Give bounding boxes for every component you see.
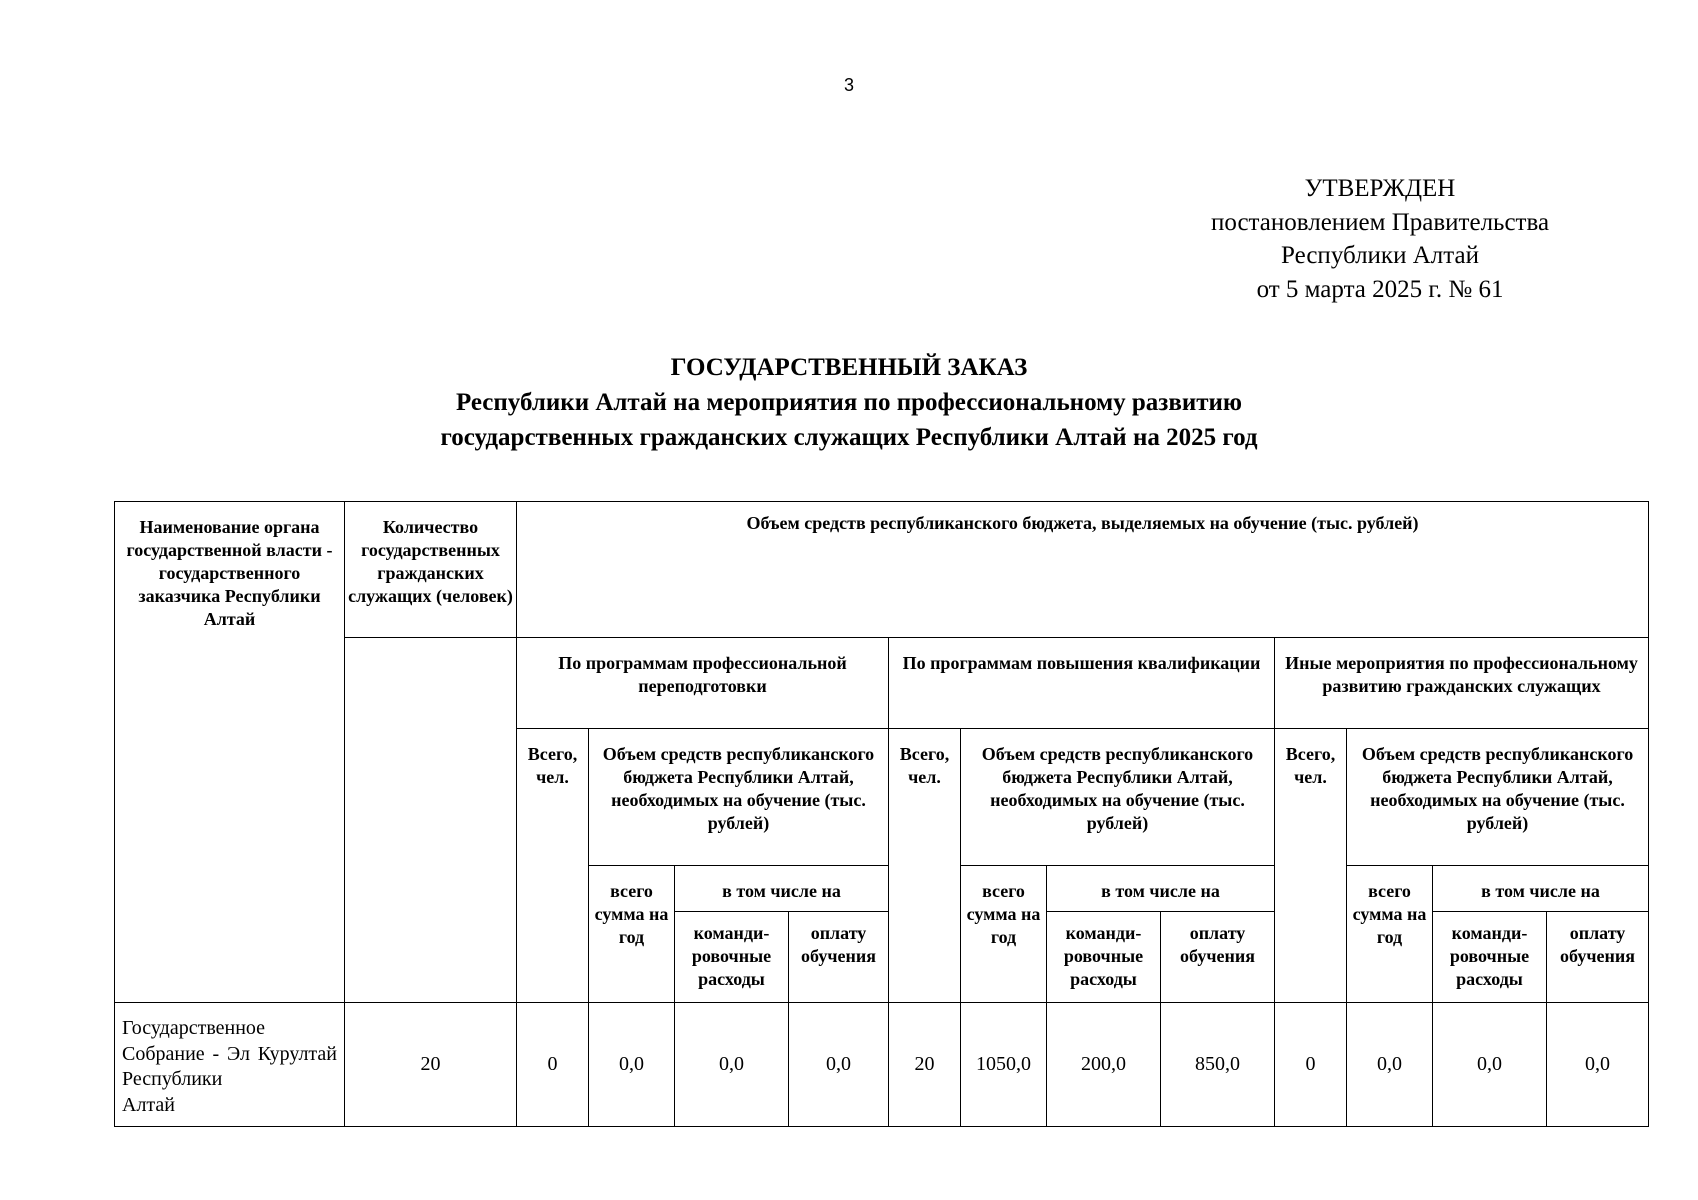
cell-g1-tuition: 0,0 xyxy=(789,1003,889,1127)
header-g3-year-total: всего сумма на год xyxy=(1347,866,1433,1003)
header-g2-year-total: всего сумма на год xyxy=(961,866,1047,1003)
approval-line-date: от 5 марта 2025 г. № 61 xyxy=(1256,275,1504,303)
cell-org-name xyxy=(115,1003,345,1127)
header-g2-funds: Объем средств республиканского бюджета Республики Алтай, необходимых на обучение (тыс. рублей) xyxy=(961,729,1275,866)
header-g2-total-people: Всего, чел. xyxy=(889,729,961,1003)
org-name-text: Государственное Собрание - Эл Курултай Республики xyxy=(122,1017,337,1090)
title-line-2: Республики Алтай на мероприятия по профессиональному развитию xyxy=(455,389,1243,416)
header-group-retraining: По программам профессиональной переподготовки xyxy=(517,638,889,729)
header-g2-travel: команди-ровочные расходы xyxy=(1047,912,1161,1003)
cell-g1-travel: 0,0 xyxy=(675,1003,789,1127)
cell-g2-tuition: 850,0 xyxy=(1161,1003,1275,1127)
header-g3-including: в том числе на xyxy=(1433,866,1649,912)
cell-g3-travel: 0,0 xyxy=(1433,1003,1547,1127)
header-count-blank xyxy=(345,638,517,1003)
document-title xyxy=(0,350,1698,455)
header-org-name: Наименование органа государственной власти - государственного заказчика Республики Алтай xyxy=(115,502,345,1003)
header-group-other: Иные мероприятия по профессиональному развитию гражданских служащих xyxy=(1275,638,1649,729)
org-name-last-line: Алтай xyxy=(122,1093,175,1116)
cell-g3-total: 0,0 xyxy=(1347,1003,1433,1127)
header-group-qualification: По программам повышения квалификации xyxy=(889,638,1275,729)
header-g3-travel: команди-ровочные расходы xyxy=(1433,912,1547,1003)
header-g2-including: в том числе на xyxy=(1047,866,1275,912)
cell-g1-people: 0 xyxy=(517,1003,589,1127)
cell-g1-total: 0,0 xyxy=(589,1003,675,1127)
header-g1-including: в том числе на xyxy=(675,866,889,912)
cell-g2-total: 1050,0 xyxy=(961,1003,1047,1127)
header-g3-total-people: Всего, чел. xyxy=(1275,729,1347,1003)
cell-g3-tuition: 0,0 xyxy=(1547,1003,1649,1127)
title-line-3: государственных гражданских служащих Республики Алтай на 2025 год xyxy=(440,424,1258,451)
table-row xyxy=(115,1003,1649,1127)
header-g1-travel: команди-ровочные расходы xyxy=(675,912,789,1003)
state-order-table xyxy=(114,501,1649,1127)
header-g3-funds: Объем средств республиканского бюджета Республики Алтай, необходимых на обучение (тыс. рублей) xyxy=(1347,729,1649,866)
header-g1-tuition: оплату обучения xyxy=(789,912,889,1003)
header-g1-funds: Объем средств республиканского бюджета Республики Алтай, необходимых на обучение (тыс. рублей) xyxy=(589,729,889,866)
header-employee-count: Количество государственных гражданских служащих (человек) xyxy=(345,502,517,638)
cell-g2-travel: 200,0 xyxy=(1047,1003,1161,1127)
title-line-1: ГОСУДАРСТВЕННЫЙ ЗАКАЗ xyxy=(670,354,1028,381)
header-g3-tuition: оплату обучения xyxy=(1547,912,1649,1003)
approval-stamp xyxy=(1170,172,1590,306)
header-budget: Объем средств республиканского бюджета, выделяемых на обучение (тыс. рублей) xyxy=(517,502,1649,638)
approval-line-resolution: постановлением Правительства xyxy=(1210,208,1550,236)
approval-line-approved: УТВЕРЖДЕН xyxy=(1304,175,1456,202)
header-g2-tuition: оплату обучения xyxy=(1161,912,1275,1003)
cell-g3-people: 0 xyxy=(1275,1003,1347,1127)
header-g1-year-total: всего сумма на год xyxy=(589,866,675,1003)
header-g1-total-people: Всего, чел. xyxy=(517,729,589,1003)
page-number: 3 xyxy=(843,75,854,95)
cell-g2-people: 20 xyxy=(889,1003,961,1127)
cell-count: 20 xyxy=(345,1003,517,1127)
approval-line-republic: Республики Алтай xyxy=(1281,242,1479,269)
